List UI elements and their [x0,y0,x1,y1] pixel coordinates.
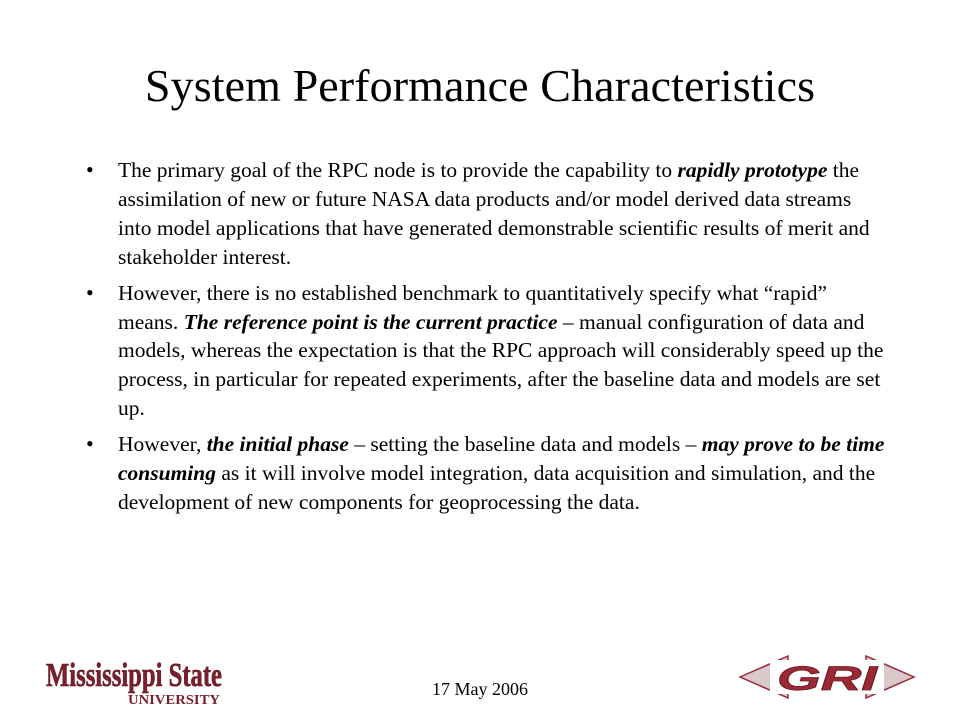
bullet-marker: • [86,157,94,182]
bullet-text-segment: However, [118,432,207,457]
bullet-emphasis-text: the initial phase [206,432,349,457]
slide-title: System Performance Characteristics [144,60,816,111]
bullet-text-segment: the assimilation of new or future NASA data products and/or model derived data streams into model applications that have generated demonstrable scientific results of merit and stakeholder interest. [118,158,870,269]
bullet-text-segment: The primary goal of the RPC node is to provide the capability to [118,158,678,182]
bullet-text-segment: – manual configuration of data and models, whereas the expectation is that the RPC approach will considerably speed up the process, in particular for repeated experiments, after the baseline data and models are set up. [118,309,884,421]
bullet-text-segment: – setting the baseline data and models – [348,432,702,457]
bullet-marker: • [86,279,94,305]
bullet-emphasis-text: The reference point is the current practice [183,309,558,334]
bullet-item [88,279,888,424]
footer-date: 17 May 2006 [432,679,528,699]
bullet-item [88,156,888,272]
bullet-text-segment: However, there is no established benchmark to quantitatively specify what “rapid” means. [118,280,827,334]
bullet-emphasis-text: rapidly prototype [677,158,828,182]
bullet-list [88,156,888,524]
msu-logo-wordmark: Mississippi State [46,657,222,694]
bullet-emphasis-text: may prove to be time consuming [118,432,885,486]
bullet-item [88,430,888,517]
bullet-marker: • [86,431,94,457]
gri-logo-text: GRI [777,660,880,698]
msu-logo-university: UNIVERSITY [128,693,220,708]
bullet-text-segment: as it will involve model integration, data acquisition and simulation, and the development of new components for geoprocessing the data. [118,461,876,514]
